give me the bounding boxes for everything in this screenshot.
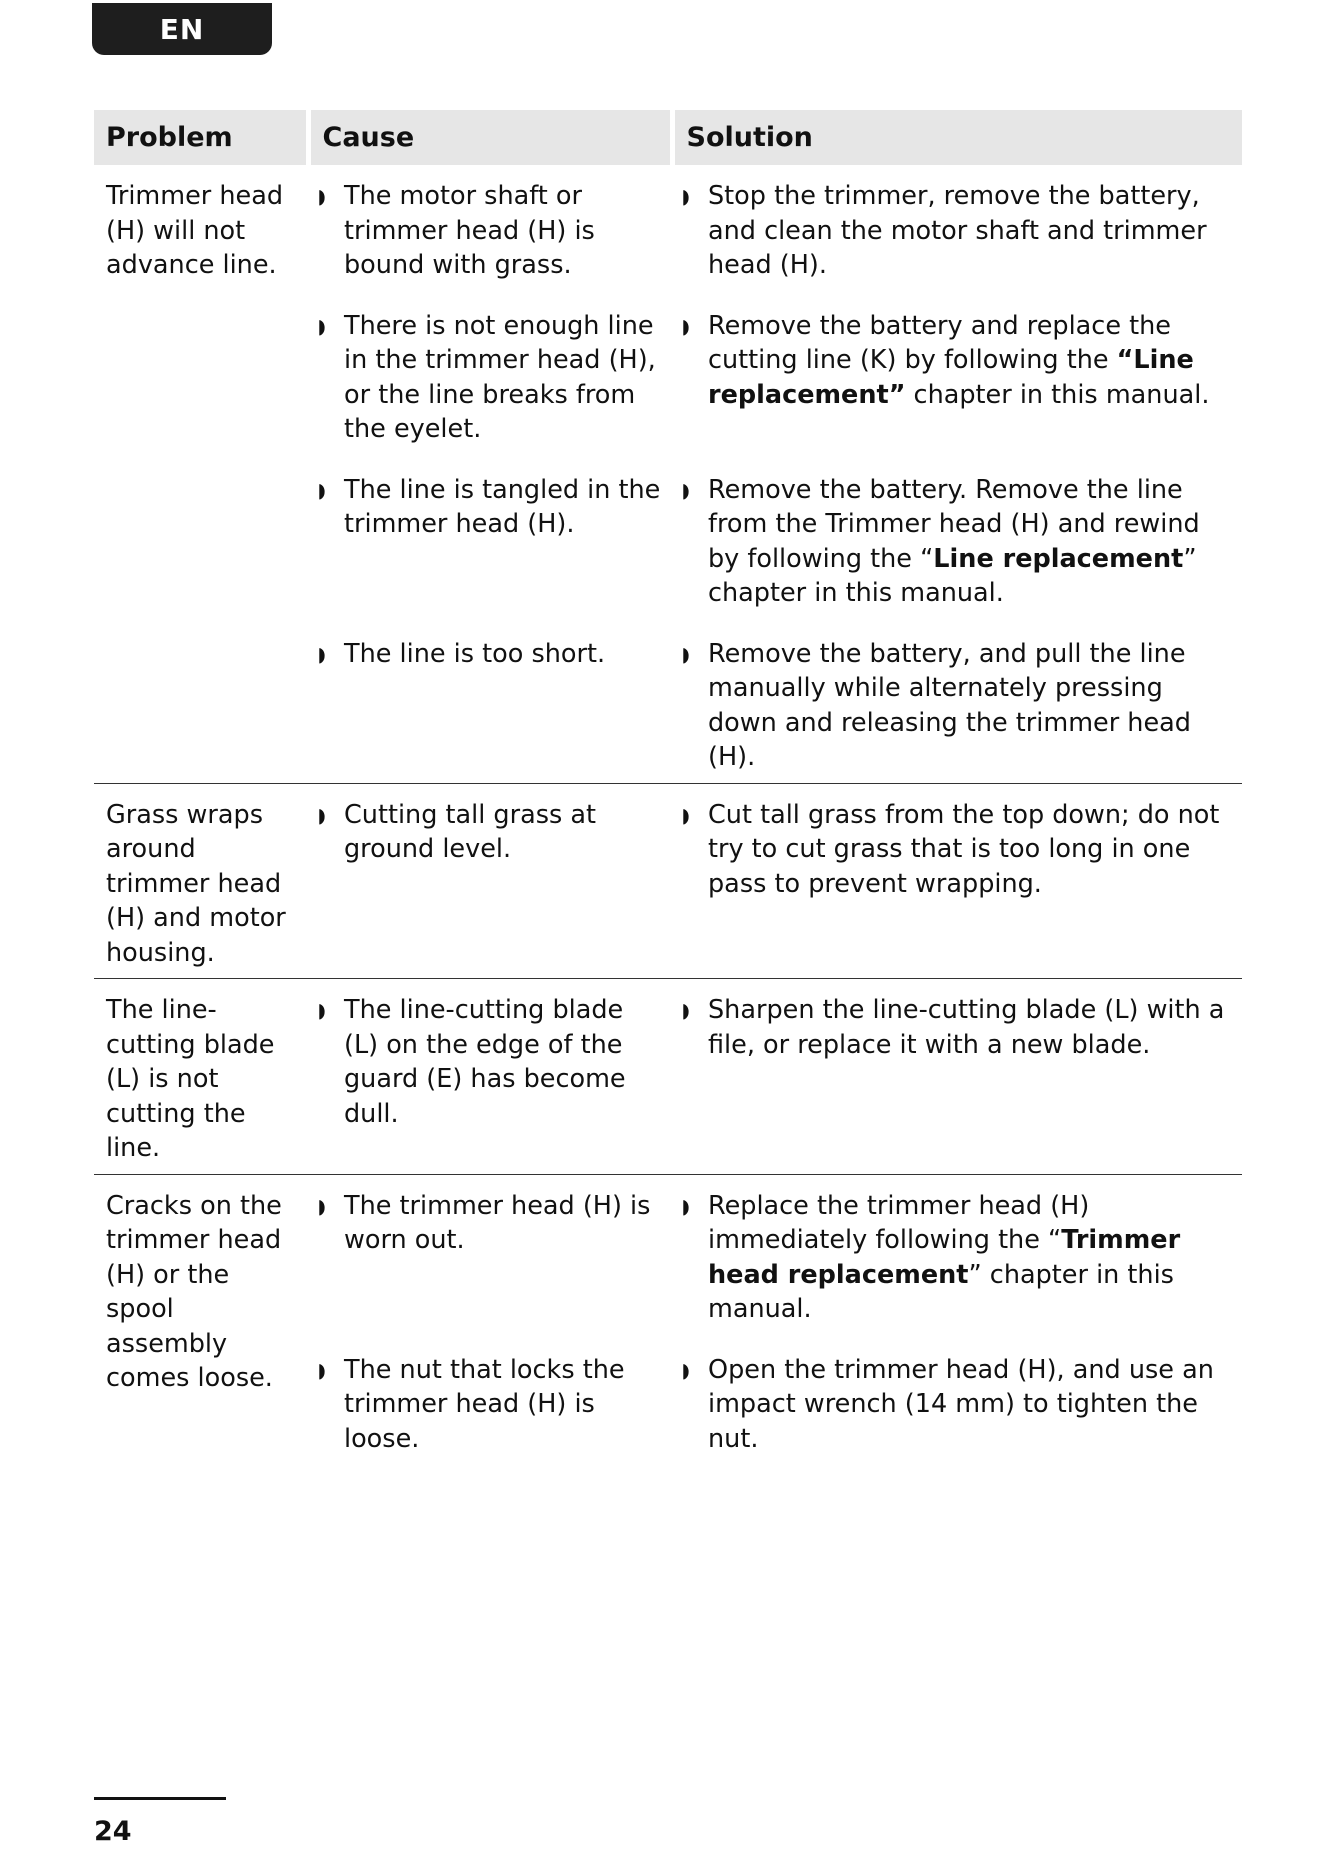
solution-cell <box>672 979 1242 1175</box>
solution-cell <box>672 783 1242 979</box>
chapter-reference: “Line replacement” <box>708 345 1194 410</box>
solution-text-part: Remove the battery. Remove the line from the Trimmer head (H) and rewind by following the “ <box>708 474 1200 574</box>
bullet-icon: ◗ <box>318 802 326 827</box>
header-problem: Problem <box>94 110 308 165</box>
bullet-icon: ◗ <box>682 641 690 666</box>
header-solution: Solution <box>672 110 1242 165</box>
cause-text: The line is tangled in the trimmer head (H). <box>344 474 661 539</box>
cause-text: The trimmer head (H) is worn out. <box>344 1190 651 1255</box>
bullet-icon: ◗ <box>318 184 326 208</box>
solution-cell <box>672 1335 1242 1465</box>
bullet-icon: ◗ <box>318 641 326 666</box>
bullet-icon: ◗ <box>318 477 326 502</box>
footer-rule <box>94 1797 226 1800</box>
bullet-icon: ◗ <box>318 1357 326 1382</box>
cause-cell <box>308 1174 672 1335</box>
solution-cell <box>672 291 1242 455</box>
bullet-icon: ◗ <box>318 998 326 1022</box>
problem-cell <box>94 979 308 1175</box>
cause-text: The line is too short. <box>344 638 606 669</box>
bullet-icon: ◗ <box>682 477 690 502</box>
cause-cell <box>308 783 672 979</box>
chapter-reference: Trimmer head replacement <box>708 1225 1181 1290</box>
cause-cell <box>308 455 672 619</box>
problem-text: Grass wraps around trimmer head (H) and motor housing. <box>106 799 286 968</box>
cause-cell <box>308 619 672 784</box>
page-number: 24 <box>94 1816 132 1847</box>
bullet-icon: ◗ <box>682 998 690 1022</box>
cause-text: The nut that locks the trimmer head (H) is loose. <box>344 1354 625 1454</box>
solution-text <box>708 473 1234 611</box>
solution-text-part: Replace the trimmer head (H) immediately following the “ <box>708 1190 1090 1255</box>
table-row <box>94 979 1242 1175</box>
solution-text: Stop the trimmer, remove the battery, and clean the motor shaft and trimmer head (H). <box>708 181 1207 280</box>
problem-cell <box>94 1174 308 1464</box>
cause-cell <box>308 1335 672 1465</box>
bullet-icon: ◗ <box>318 313 326 338</box>
problem-cell <box>94 783 308 979</box>
cause-cell <box>308 291 672 455</box>
header-cause: Cause <box>308 110 672 165</box>
cause-text: Cutting tall grass at ground level. <box>344 799 596 864</box>
solution-cell <box>672 165 1242 291</box>
bullet-icon: ◗ <box>682 313 690 338</box>
problem-text: Cracks on the trimmer head (H) or the spool assembly comes loose. <box>106 1190 282 1393</box>
solution-text-part: ” chapter in this manual. <box>708 1259 1174 1324</box>
bullet-icon: ◗ <box>682 184 690 208</box>
bullet-icon: ◗ <box>682 802 690 827</box>
bullet-icon: ◗ <box>682 1357 690 1382</box>
solution-text-part: chapter in this manual. <box>905 379 1210 410</box>
table-row <box>94 1174 1242 1335</box>
troubleshooting-table <box>94 110 1242 1464</box>
bullet-icon: ◗ <box>682 1193 690 1218</box>
solution-text <box>708 309 1234 413</box>
language-tab <box>92 3 272 55</box>
table-row <box>94 165 1242 291</box>
cause-text: The motor shaft or trimmer head (H) is bound with grass. <box>344 181 595 280</box>
cause-text: There is not enough line in the trimmer head (H), or the line breaks from the eyelet. <box>344 310 656 444</box>
problem-cell <box>94 165 308 783</box>
solution-text: Remove the battery, and pull the line manually while alternately pressing down and releasing the trimmer head (H). <box>708 638 1191 772</box>
cause-cell <box>308 979 672 1175</box>
solution-text-part: ” chapter in this manual. <box>708 543 1197 608</box>
solution-cell <box>672 1174 1242 1335</box>
chapter-reference: Line replacement <box>933 543 1184 574</box>
table-row <box>94 783 1242 979</box>
problem-text: Trimmer head (H) will not advance line. <box>106 181 284 280</box>
cause-cell <box>308 165 672 291</box>
bullet-icon: ◗ <box>318 1193 326 1218</box>
solution-text <box>708 1189 1234 1327</box>
solution-text: Sharpen the line-cutting blade (L) with a file, or replace it with a new blade. <box>708 995 1225 1060</box>
solution-text: Open the trimmer head (H), and use an impact wrench (14 mm) to tighten the nut. <box>708 1354 1214 1454</box>
solution-text: Cut tall grass from the top down; do not try to cut grass that is too long in one pass to prevent wrapping. <box>708 799 1220 899</box>
language-label: EN <box>159 12 205 46</box>
cause-text: The line-cutting blade (L) on the edge of the guard (E) has become dull. <box>344 995 626 1129</box>
solution-cell <box>672 619 1242 784</box>
solution-cell <box>672 455 1242 619</box>
solution-text-part: Remove the battery and replace the cutting line (K) by following the <box>708 310 1171 375</box>
problem-text: The line-cutting blade (L) is not cutting the line. <box>106 995 275 1163</box>
table-header-row <box>94 110 1242 165</box>
